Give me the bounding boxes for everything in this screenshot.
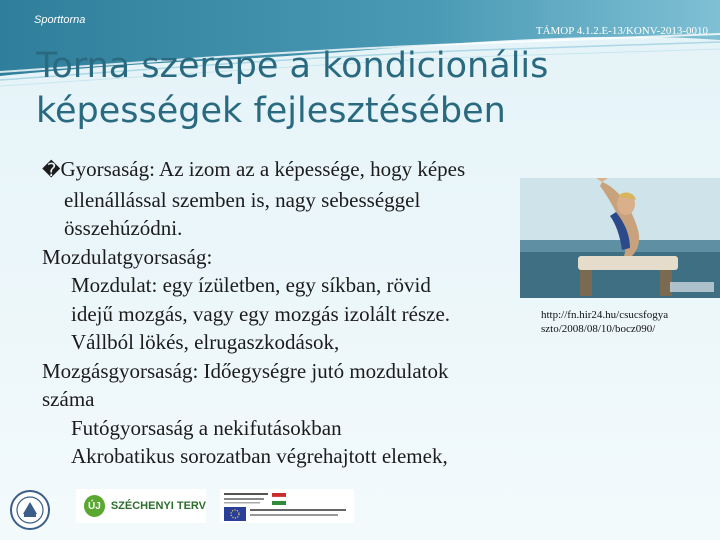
body-line: száma (42, 387, 95, 411)
body-line: összehúzódni. (64, 216, 183, 240)
slide-title-line-1: Torna szerepe a kondicionális (36, 46, 549, 86)
body-line: ellenállással szemben is, nagy sebességgel (64, 187, 421, 212)
body-line: Akrobatikus sorozatban végrehajtott elemek, (71, 444, 448, 468)
eu-flag-icon (224, 507, 246, 521)
body-line: Mozdulat: egy ízületben, egy síkban, rövid (71, 273, 431, 297)
body-line: idejű mozgás, vagy egy mozgás izolált része. (71, 301, 451, 326)
body-line: Mozgásgyorsaság: Időegységre jutó mozdulatok (42, 358, 449, 383)
slide-title-line-2: képességek fejlesztésében (36, 91, 506, 131)
photo-caption-line-2: szto/2008/08/10/bocz090/ (541, 323, 656, 335)
bullet-icon: � (42, 160, 61, 181)
uj-badge-icon: ÚJ (84, 495, 105, 517)
body-line: Futógyorsaság a nekifutásokban (71, 415, 342, 440)
eu-funding-logo (220, 489, 354, 523)
slide-body (42, 155, 562, 471)
course-label: Sporttorna (34, 14, 86, 26)
szechenyi-terv-logo (76, 489, 206, 523)
project-code: TÁMOP 4.1.2.E-13/KONV-2013-0010 (535, 25, 708, 37)
szechenyi-text: SZÉCHENYI TERV (110, 500, 206, 512)
body-line: �Gyorsaság: Az izom az a képessége, hogy képes (42, 157, 466, 181)
body-line: Vállból lökés, elrugaszkodások, (71, 330, 340, 354)
body-line: Mozdulatgyorsaság: (42, 244, 213, 269)
slide-title (36, 44, 676, 134)
university-seal-icon (10, 490, 50, 530)
photo-caption (541, 308, 711, 336)
photo-caption-line-1: http://fn.hir24.hu/csucsfogya (541, 309, 669, 321)
